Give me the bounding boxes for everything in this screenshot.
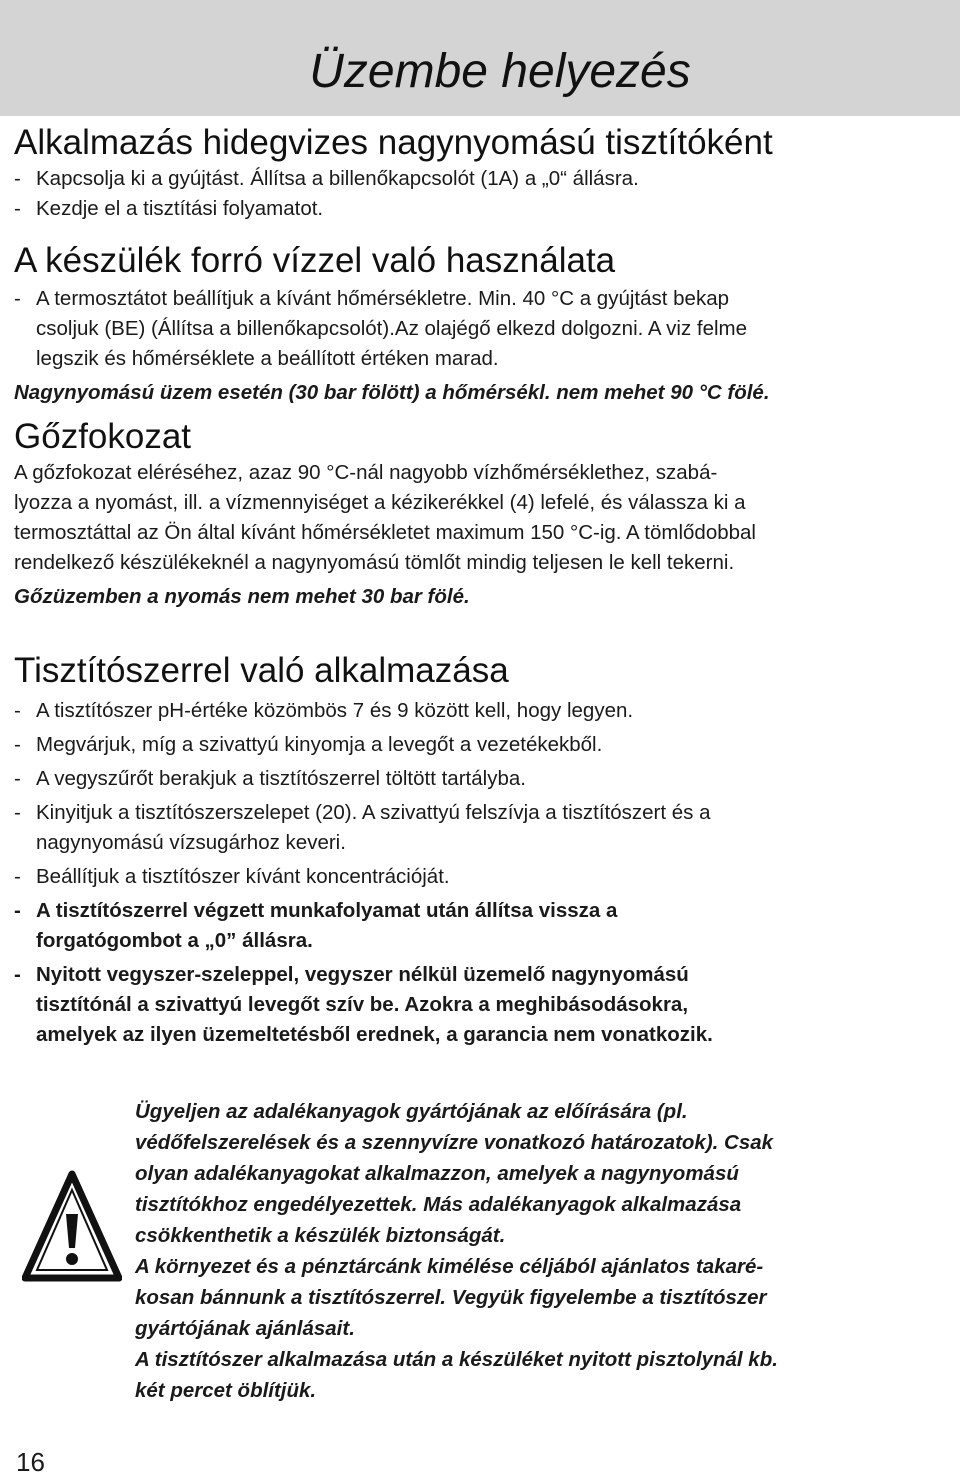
section-heading-hot: A készülék forró vízzel való használata (14, 241, 616, 280)
warning-triangle-icon (22, 1170, 122, 1282)
list-item-bold: - A tisztítószerrel végzett munkafolyamat után állítsa vissza a forgatógombot a „0” állásra. (14, 899, 618, 952)
list-item: - A termosztátot beállítjuk a kívánt hőmérsékletre. Min. 40 °C a gyújtást bekap csoljuk (BE) (Állítsa a billenőkapcsolót).Az olajégő elkezd dolgozni. A viz felme legszik és hőmérséklete a beállított értéken marad. (14, 287, 748, 370)
list-item: - Kezdje el a tisztítási folyamatot. (14, 197, 324, 220)
section-heading-steam: Gőzfokozat (14, 417, 192, 456)
list-item: - Megvárjuk, míg a szivattyú kinyomja a levegőt a vezetékekből. (14, 733, 603, 756)
list-item: - Kapcsolja ki a gyújtást. Állítsa a billenőkapcsolót (1A) a „0“ állásra. (14, 167, 639, 190)
list-item: - Beállítjuk a tisztítószer kívánt koncentrációját. (14, 865, 450, 888)
page-title: Üzembe helyezés (309, 45, 691, 98)
list-item: - Kinyitjuk a tisztítószerszelepet (20). A szivattyú felszívja a tisztítószert és a nagynyomású vízsugárhoz keveri. (14, 801, 711, 854)
list-item: - A vegyszűrőt berakjuk a tisztítószerrel töltött tartályba. (14, 767, 526, 790)
section-heading-cold: Alkalmazás hidegvizes nagynyomású tisztítóként (14, 123, 773, 162)
section-heading-detergent: Tisztítószerrel való alkalmazása (14, 651, 509, 690)
header-band (0, 0, 960, 116)
steam-paragraph: A gőzfokozat eléréséhez, azaz 90 °C-nál nagyobb vízhőmérséklethez, szabá- lyozza a nyomást, ill. a vízmennyiséget a kézikerékkel (4) lefelé, és válassza ki a termosztáttal az Ön által kívánt hőmérsékletet maximum 150 °C-ig. A tömlődobbal rendelkező készülékeknél a nagynyomású tömlőt mindig teljesen le kell tekerni. (14, 461, 756, 574)
page-number: 16 (16, 1447, 45, 1477)
steam-note: Gőzüzemben a nyomás nem mehet 30 bar fölé. (14, 585, 470, 608)
warning-text: Ügyeljen az adalékanyagok gyártójának az előírására (pl. védőfelszerelések és a szennyvízre vonatkozó határozatok). Csak olyan adalékanyagokat alkalmazzon, amelyek a nagynyomású tisztítókhoz engedélyezettek. Más adalékanyagok alkalmazása csökkenthetik a készülék biztonságát. A környezet és a pénztárcánk kimélése céljából ajánlatos takaré- kosan bánnunk a tisztítószerrel. Vegyük figyelembe a tisztítószer gyártójának ajánlásait. A tisztítószer alkalmazása után a készüléket nyitott pisztolynál kb. két percet öblítjük. (135, 1100, 778, 1402)
hot-note: Nagynyomású üzem esetén (30 bar fölött) a hőmérsékl. nem mehet 90 °C fölé. (14, 381, 770, 404)
list-item-bold: - Nyitott vegyszer-szeleppel, vegyszer nélkül üzemelő nagynyomású tisztítónál a szivattyú levegőt szív be. Azokra a meghibásodásokra, amelyek az ilyen üzemeltetésből erednek, a garancia nem vonatkozik. (14, 963, 713, 1046)
document-body (14, 122, 949, 1050)
list-item: - A tisztítószer pH-értéke közömbös 7 és 9 között kell, hogy legyen. (14, 699, 634, 722)
